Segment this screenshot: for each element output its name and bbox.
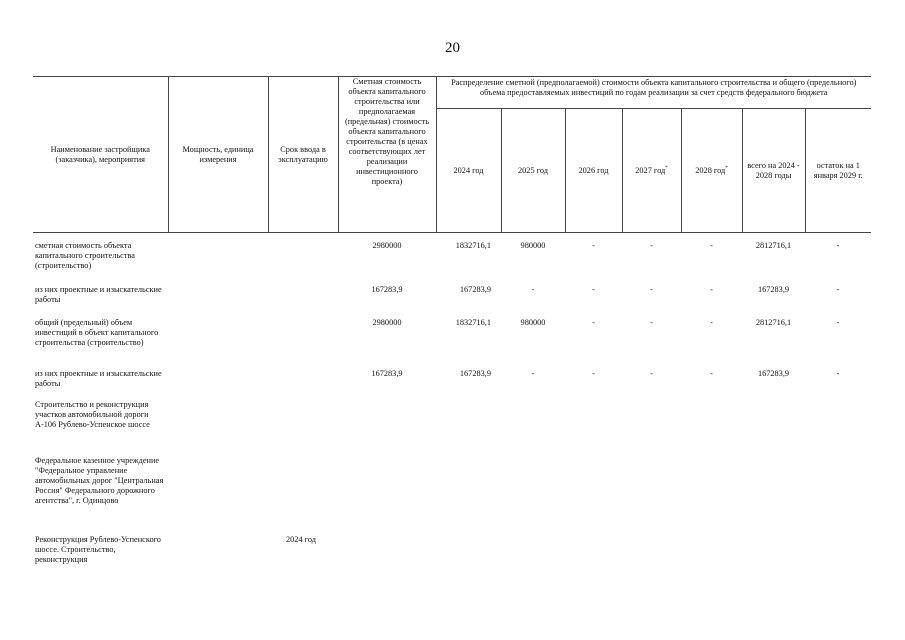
header-distribution: Распределение сметной (предполагаемой) стоимости объекта капитального строительства и общего (предельного) объема предоставляемых инвестиций по годам реализации за счет средств федерального бюджета	[436, 77, 871, 109]
header-year-2025: 2025 год	[501, 109, 565, 233]
row-deadline	[268, 369, 338, 400]
row-2024: 167283,9	[459, 285, 491, 294]
row-total: 2812716,1	[755, 241, 792, 250]
row-2028	[681, 400, 742, 456]
table-row	[33, 456, 871, 535]
row-2026: -	[592, 241, 595, 250]
row-2027	[622, 400, 681, 456]
row-remainder: -	[836, 369, 840, 378]
row-name: из них проектные и изыскательские работы	[35, 369, 162, 388]
row-2026: -	[592, 285, 595, 294]
row-2028: -	[710, 318, 713, 327]
row-2028	[681, 456, 742, 535]
row-cost: 167283,9	[371, 369, 403, 378]
row-total	[742, 456, 805, 535]
table-row	[33, 318, 871, 369]
header-year-2028	[681, 109, 742, 233]
row-capacity	[168, 285, 268, 318]
row-cost	[338, 535, 436, 575]
header-year-2027-label: 2027 год	[635, 165, 666, 175]
row-2026	[565, 535, 622, 575]
row-2028	[681, 535, 742, 575]
row-cost: 2980000	[372, 318, 402, 327]
row-2025	[501, 456, 565, 535]
row-2027	[622, 535, 681, 575]
row-remainder	[805, 456, 871, 535]
row-remainder	[805, 535, 871, 575]
row-deadline	[268, 400, 338, 456]
row-deadline: 2024 год	[286, 535, 316, 544]
row-name: сметная стоимость объекта капитального строительства (строительство)	[35, 241, 135, 270]
header-year-2028-mark: *	[725, 165, 728, 171]
row-capacity	[168, 535, 268, 575]
table-header	[33, 77, 871, 233]
row-2025	[501, 400, 565, 456]
row-deadline	[268, 318, 338, 369]
row-2027: -	[650, 241, 653, 250]
row-remainder: -	[836, 241, 840, 250]
table-body	[33, 233, 871, 576]
row-name: Реконструкция Рублево-Успенского шоссе. Строительство, реконструкция	[35, 535, 161, 564]
row-2025: -	[531, 285, 535, 294]
row-capacity	[168, 400, 268, 456]
row-capacity	[168, 241, 268, 285]
row-2026	[565, 400, 622, 456]
row-name: Федеральное казенное учреждение "Федеральное управление автомобильных дорог "Центральная Россия" Федерального дорожного агентства", г. Одинцово	[35, 456, 164, 505]
row-2026	[565, 456, 622, 535]
header-year-2028-label: 2028 год	[695, 165, 726, 175]
row-2024: 1832716,1	[455, 241, 491, 250]
page-number: 20	[445, 40, 460, 56]
row-2027	[622, 456, 681, 535]
row-name: Строительство и реконструкция участков автомобильной дороги А-106 Рублево-Успенское шоссе	[35, 400, 150, 429]
header-total: всего на 2024 - 2028 годы	[742, 109, 805, 233]
row-2026: -	[592, 318, 595, 327]
row-2024	[436, 400, 501, 456]
row-total: 167283,9	[757, 369, 790, 378]
header-year-2027	[622, 109, 681, 233]
investment-table	[33, 76, 871, 575]
table-row	[33, 400, 871, 456]
row-2028: -	[710, 241, 713, 250]
header-name: Наименование застройщика (заказчика), мероприятия	[33, 77, 168, 233]
table-row	[33, 535, 871, 575]
row-2025: -	[531, 369, 535, 378]
row-2024	[436, 535, 501, 575]
row-2025: 980000	[520, 241, 546, 250]
row-total	[742, 400, 805, 456]
row-2027: -	[650, 318, 653, 327]
row-2024: 1832716,1	[455, 318, 491, 327]
table-row	[33, 285, 871, 318]
row-2026: -	[592, 369, 595, 378]
header-remainder: остаток на 1 января 2029 г.	[805, 109, 871, 233]
row-2025	[501, 535, 565, 575]
header-cost: Сметная стоимость объекта капитального строительства или предполагаемая (предельная) стоимость объекта капитального строительства (в ценах соответствующих лет реализации инвестиционного проекта)	[338, 77, 436, 233]
row-name: из них проектные и изыскательские работы	[35, 285, 162, 304]
row-2024: 167283,9	[459, 369, 491, 378]
header-year-2026: 2026 год	[565, 109, 622, 233]
row-cost	[338, 456, 436, 535]
row-2028: -	[710, 285, 713, 294]
table-row	[33, 241, 871, 285]
header-year-2024: 2024 год	[436, 109, 501, 233]
row-deadline	[268, 241, 338, 285]
row-2027: -	[650, 285, 653, 294]
row-total: 2812716,1	[755, 318, 792, 327]
row-2025: 980000	[520, 318, 546, 327]
header-year-2027-mark: *	[665, 165, 668, 171]
row-capacity	[168, 318, 268, 369]
row-capacity	[168, 456, 268, 535]
header-deadline: Срок ввода в эксплуатацию	[268, 77, 338, 233]
row-total: 167283,9	[757, 285, 790, 294]
row-remainder	[805, 400, 871, 456]
header-capacity: Мощность, единица измерения	[168, 77, 268, 233]
table-row	[33, 369, 871, 400]
row-cost: 2980000	[372, 241, 402, 250]
row-2024	[436, 456, 501, 535]
row-capacity	[168, 369, 268, 400]
row-2027: -	[650, 369, 653, 378]
row-remainder: -	[836, 285, 840, 294]
row-deadline	[268, 456, 338, 535]
row-cost: 167283,9	[371, 285, 403, 294]
row-deadline	[268, 285, 338, 318]
row-cost	[338, 400, 436, 456]
row-2028: -	[710, 369, 713, 378]
row-total	[742, 535, 805, 575]
row-name: общий (предельный) объем инвестиций в объект капитального строительства (строительство)	[35, 318, 159, 347]
row-remainder: -	[836, 318, 840, 327]
